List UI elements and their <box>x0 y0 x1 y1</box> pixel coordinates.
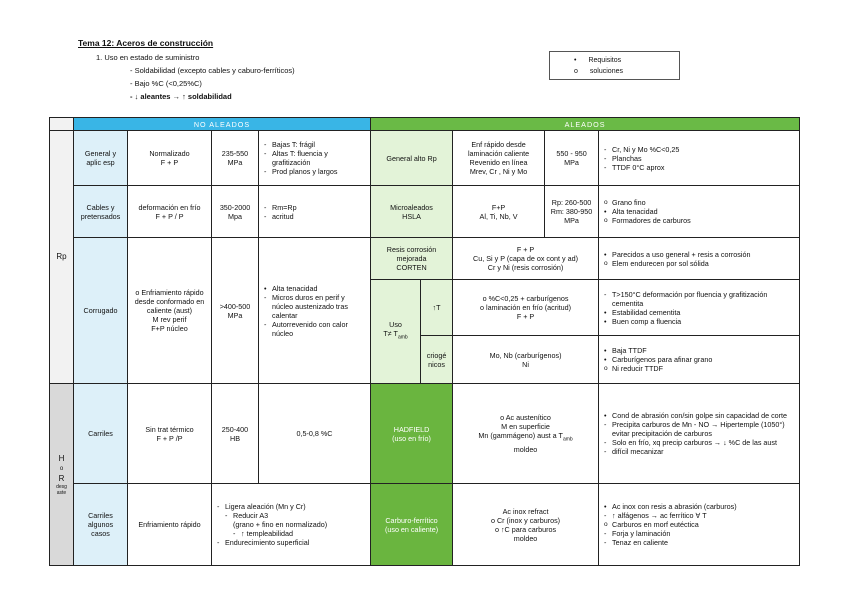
corrugado-trat: o Enfriamiento rápido desde conformado en caliente (aust) M rev perif F+P núcleo <box>128 238 212 384</box>
al-general-trat: Enf rápido desde laminación caliente Revenido en línea Mrev, Cr , Ni y Mo <box>453 131 545 186</box>
algunos-note: (grano + fino en normalizado) <box>233 520 328 529</box>
legend-soluciones: soluciones <box>589 68 623 75</box>
legend-circle-icon: o <box>574 68 578 75</box>
legend-box <box>549 51 680 80</box>
algunos-note: - Endurecimiento superficial <box>225 538 366 547</box>
corten-note: • Parecidos a uso general + resis a corrosión <box>612 250 795 259</box>
hadfield-trat-sub: amb <box>562 436 573 443</box>
cf-note: o Carburos en morf eutéctica <box>612 520 795 529</box>
corrugado-note: - Micros duros en perif y núcleo austenizado tras calentar <box>272 293 366 320</box>
hr-desgaste: desg aste <box>56 483 67 496</box>
algunos-note: - ↑ templeabilidad <box>241 529 366 538</box>
hsla-note: o Formadores de carburos <box>612 216 795 225</box>
corrugado-name: Corrugado <box>74 238 128 384</box>
general-name: General y aplic esp <box>74 131 128 186</box>
hadfield-note: - Precipita carburos de Mn - NO → Hipertemple (1050°) evitar precipitación de carburos <box>612 420 795 438</box>
hsla-note: • Alta tenacidad <box>612 207 795 216</box>
carriles-algunos-notes <box>212 484 371 566</box>
carriles-name: Carriles <box>74 384 128 484</box>
carburo-ferritico-notes <box>599 484 800 566</box>
corrugado-note: - Autorrevenido con calor núcleo <box>272 320 366 338</box>
al-general-rp: 550 - 950 MPa <box>545 131 599 186</box>
alta-temp-notes <box>599 280 800 336</box>
uso-word: Uso <box>389 320 402 330</box>
algunos-note: - Ligera aleación (Mn y Cr) <box>225 502 366 511</box>
cables-trat: deformación en frío F + P / P <box>128 186 212 238</box>
al-general-name: General alto Rp <box>371 131 453 186</box>
cf-note: - ↑ alfágenos → ac ferrítico ∀ T <box>612 511 795 520</box>
corrugado-rp: >400-500 MPa <box>212 238 259 384</box>
hadfield-trat-tail: moldeo <box>513 444 538 454</box>
corrugado-notes <box>259 238 371 384</box>
al-general-note: - Cr, Ni y Mo %C<0,25 <box>612 145 795 154</box>
hadfield-notes <box>599 384 800 484</box>
hadfield-name: HADFIELD (uso en frío) <box>371 384 453 484</box>
hadfield-note: • Cond de abrasión con/sin golpe sin capacidad de corte <box>612 411 795 420</box>
al-hsla-rp: Rp: 260-500 Rm: 380-950 MPa <box>545 186 599 238</box>
al-general-note: - Planchas <box>612 154 795 163</box>
hadfield-trat-text: o Ac austenítico M en superficie Mn (gammágeno) aust a T <box>478 413 563 441</box>
criogenicos-label: criogé nicos <box>421 336 453 384</box>
corrugado-note: • Alta tenacidad <box>272 284 366 293</box>
alta-temp-trat: o %C<0,25 + carburígenos o laminación en frío (acritud) F + P <box>453 280 599 336</box>
general-notes <box>259 131 371 186</box>
carriles-trat: Sin trat térmico F + P /P <box>128 384 212 484</box>
general-note: - Bajas T: frágil <box>272 140 366 149</box>
cables-name: Cables y pretensados <box>74 186 128 238</box>
intro-outline <box>96 51 295 103</box>
hadfield-note: - Solo en frío, xq precip carburos → ↓ %C de las aust <box>612 438 795 447</box>
hadfield-trat <box>453 384 599 484</box>
legend-bullet-icon: • <box>574 57 577 64</box>
general-note: - Altas T: fluencia y grafitización <box>272 149 366 167</box>
general-rp: 235-550 MPa <box>212 131 259 186</box>
carriles-rp: 250-400 HB <box>212 384 259 484</box>
hr-h: H <box>58 453 65 463</box>
cf-note: - Forja y laminación <box>612 529 795 538</box>
cables-note: - acritud <box>272 212 366 221</box>
alta-temp-note: • Buen comp a fluencia <box>612 317 795 326</box>
document-title: Tema 12: Aceros de construcción <box>78 38 214 48</box>
corten-trat: F + P Cu, Si y P (capa de ox cont y ad) Cr y Ni (resis corrosión) <box>453 238 599 280</box>
cf-note: - Tenaz en caliente <box>612 538 795 547</box>
alta-temp-note: • Estabilidad cementita <box>612 308 795 317</box>
criogenicos-trat: Mo, Nb (carburígenos) Ni <box>453 336 599 384</box>
carriles-algunos-name: Carriles algunos casos <box>74 484 128 566</box>
hsla-note: o Grano fino <box>612 198 795 207</box>
cables-notes <box>259 186 371 238</box>
al-hsla-notes <box>599 186 800 238</box>
corten-notes <box>599 238 800 280</box>
carriles-algunos-trat: Enfriamiento rápido <box>128 484 212 566</box>
hadfield-note: - difícil mecanizar <box>612 447 795 456</box>
corten-note: o Elem endurecen por sol sólida <box>612 259 795 268</box>
header-no-aleados: NO ALEADOS <box>74 118 371 131</box>
al-hsla-name: Microaleados HSLA <box>371 186 453 238</box>
outline-sub-bajo-c: - Bajo %C (<0,25%C) <box>130 79 202 88</box>
al-general-note: - TTDF 0°C aprox <box>612 163 795 172</box>
alta-temp-note: - T>150°C deformación por fluencia y grafitización cementita <box>612 290 795 308</box>
hr-r: R <box>58 473 65 483</box>
crio-note: o Ni reducir TTDF <box>612 364 795 373</box>
carburo-ferritico-name: Carburo-ferrítico (uso en caliente) <box>371 484 453 566</box>
hr-o: o <box>59 465 64 472</box>
crio-note: • Baja TTDF <box>612 346 795 355</box>
uso-temp-sub: amb <box>397 334 408 341</box>
hr-desgaste-label <box>50 384 74 566</box>
outline-sub-aleantes: - ↓ aleantes → ↑ soldabilidad <box>130 92 232 101</box>
corten-name: Resis corrosión mejorada CORTEN <box>371 238 453 280</box>
rp-label: Rp <box>50 131 74 384</box>
steel-table <box>49 117 800 566</box>
crio-note: • Carburígenos para afinar grano <box>612 355 795 364</box>
corner-cell <box>50 118 74 131</box>
outline-item-uso: 1. Uso en estado de suministro <box>96 53 200 62</box>
criogenicos-notes <box>599 336 800 384</box>
carburo-ferritico-trat: Ac inox refract o Cr (inox y carburos) o ↑C para carburos moldeo <box>453 484 599 566</box>
outline-sub-soldabilidad: - Soldabilidad (excepto cables y caburo-ferríticos) <box>130 66 295 75</box>
al-general-notes <box>599 131 800 186</box>
cf-note: • Ac inox con resis a abrasión (carburos) <box>612 502 795 511</box>
cables-note: - Rm=Rp <box>272 203 366 212</box>
legend-requisitos: Requisitos <box>588 57 622 64</box>
general-trat: Normalizado F + P <box>128 131 212 186</box>
general-note: - Prod planos y largos <box>272 167 366 176</box>
algunos-note: - Reducir A3 <box>233 511 366 520</box>
header-aleados: ALEADOS <box>371 118 800 131</box>
uso-temp: T≠ T <box>383 329 398 339</box>
carriles-notes: 0,5-0,8 %C <box>259 384 371 484</box>
al-hsla-trat: F+P Al, Ti, Nb, V <box>453 186 545 238</box>
uso-label <box>371 280 421 384</box>
cables-rp: 350-2000 Mpa <box>212 186 259 238</box>
alta-temp-label: ↑T <box>421 280 453 336</box>
